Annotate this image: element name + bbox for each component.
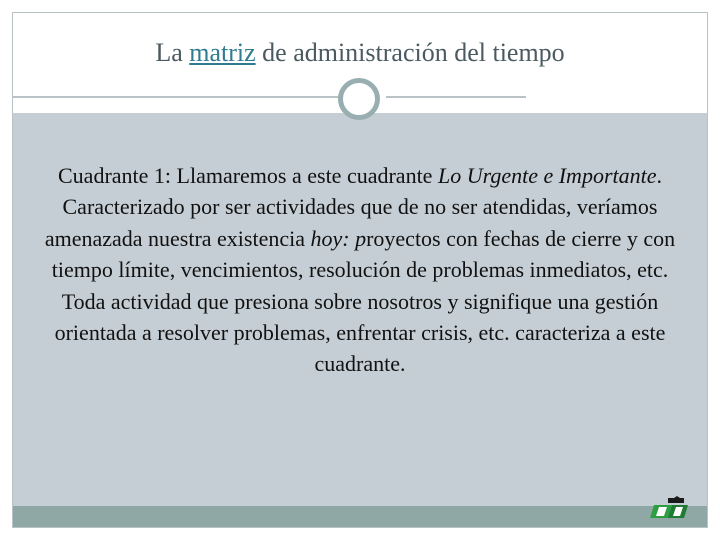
body-text-1: Cuadrante 1: Llamaremos a este cuadrante (58, 163, 438, 188)
logo-top-block (668, 498, 684, 503)
body-emphasis-1: Lo Urgente e Importante (437, 163, 657, 188)
ring-inner-icon (346, 86, 372, 112)
body-paragraph (30, 160, 690, 380)
body-text-3: royectos con fechas de cierre y con tiempo límite, vencimientos, resolución de problemas inmediatos, etc. Toda actividad que presiona sobre nosotros y signifique una gestión orientada a resolver problemas, enfrentar crisis, etc. caracteriza a este cuadrante. (51, 225, 676, 377)
footer-bar (13, 506, 707, 527)
title-prefix: La (155, 38, 190, 67)
body-text-2: . Caracterizado por ser actividades que de no ser atendidas, veríamos amenazada nuestra existencia (44, 163, 662, 251)
body-emphasis-2: hoy: p (310, 225, 367, 251)
matriz-link[interactable]: matriz (189, 38, 256, 67)
logo-icon (650, 496, 690, 520)
logo-roof (674, 496, 680, 498)
ring-icon (338, 78, 380, 120)
title-suffix: de administración del tiempo (255, 38, 565, 67)
title-divider-left (12, 96, 340, 98)
title-divider-right (386, 96, 526, 98)
slide-title (0, 38, 720, 68)
